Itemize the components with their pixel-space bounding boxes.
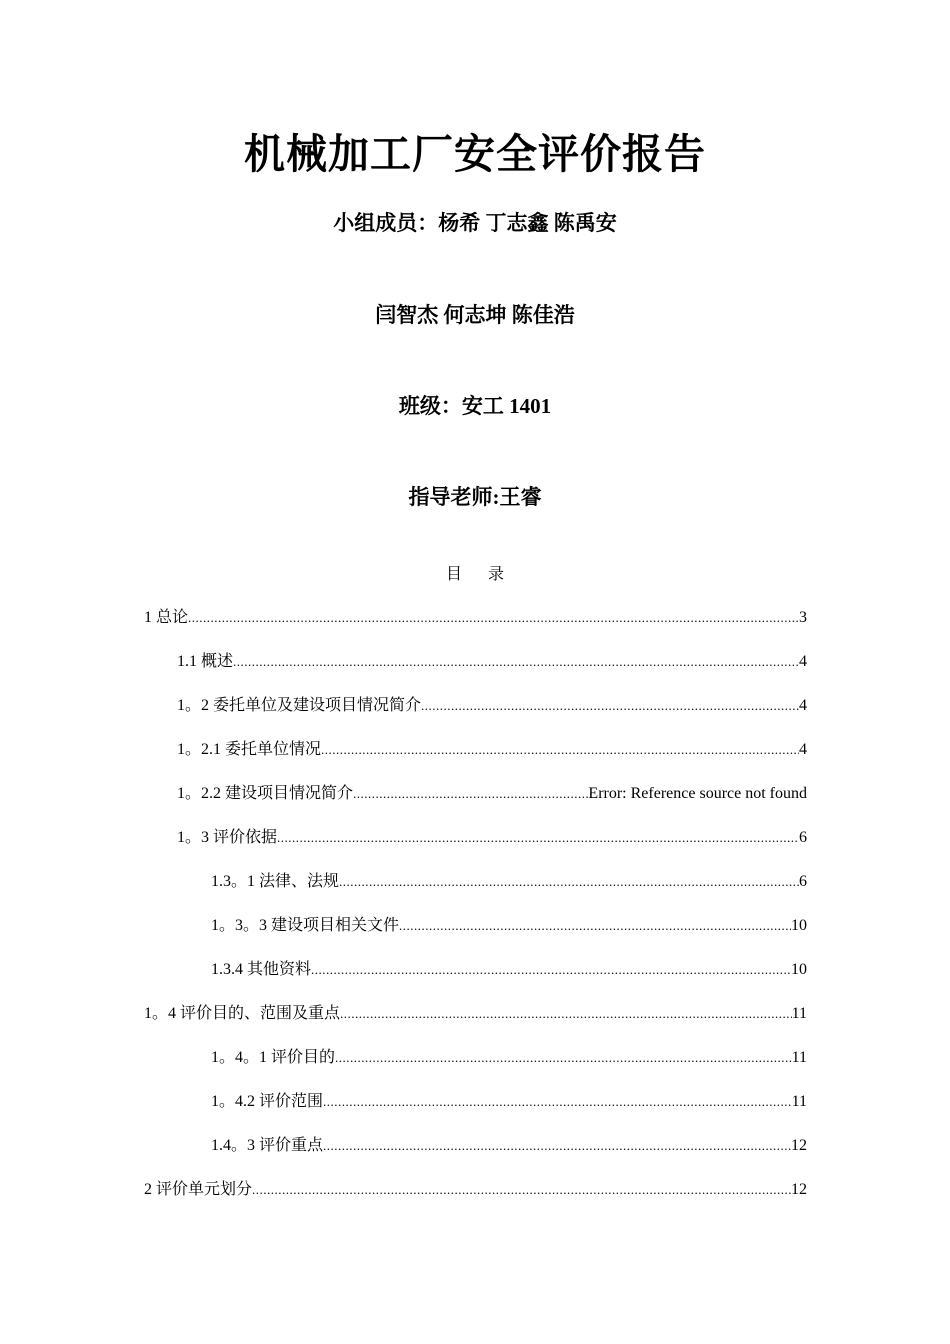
toc-entry-label: 1.4。3 评价重点 xyxy=(211,1137,324,1154)
toc-dot-leader xyxy=(421,697,799,715)
toc-dot-leader xyxy=(340,1005,792,1023)
toc-entry[interactable] xyxy=(211,1047,807,1069)
members-line-2: 闫智杰 何志坤 陈佳浩 xyxy=(375,303,575,327)
toc-entry-page: 12 xyxy=(791,1137,807,1154)
toc-entry-page: 4 xyxy=(799,697,807,714)
toc-entry-label: 1。2 委托单位及建设项目情况简介 xyxy=(177,697,422,714)
toc-entry[interactable] xyxy=(177,783,807,805)
toc-entry-label: 2 评价单元划分 xyxy=(144,1181,253,1198)
toc-entry-label: 1。2.2 建设项目情况简介 xyxy=(177,785,354,802)
toc-entry-label: 1。3。3 建设项目相关文件 xyxy=(211,917,400,934)
toc-dot-leader xyxy=(335,1049,792,1067)
toc-entry-label: 1.1 概述 xyxy=(177,653,234,670)
toc-entry-page: 11 xyxy=(791,1049,807,1066)
toc-dot-leader xyxy=(323,1093,792,1111)
advisor-line: 指导老师:王睿 xyxy=(408,485,542,509)
toc-dot-leader xyxy=(353,785,588,803)
toc-entry[interactable] xyxy=(211,1091,807,1113)
report-title: 机械加工厂安全评价报告 xyxy=(244,131,706,177)
toc-entry-page: 4 xyxy=(799,741,807,758)
toc-entry[interactable] xyxy=(211,959,807,981)
toc-entry-label: 1.3.4 其他资料 xyxy=(211,961,312,978)
toc-entry[interactable] xyxy=(211,871,807,893)
toc-entry[interactable] xyxy=(144,1179,807,1201)
members-line-1: 小组成员：杨希 丁志鑫 陈禹安 xyxy=(333,211,617,235)
toc-entry-label: 1.3。1 法律、法规 xyxy=(211,873,340,890)
toc-entry-page: 10 xyxy=(791,917,807,934)
toc-entry-page: 6 xyxy=(799,829,807,846)
toc-entry-page: Error: Reference source not found xyxy=(588,785,807,802)
toc-entry-label: 1。4 评价目的、范围及重点 xyxy=(144,1005,341,1022)
toc-dot-leader xyxy=(321,741,799,759)
toc-entry-label: 1。3 评价依据 xyxy=(177,829,278,846)
toc-entry-label: 1。4.2 评价范围 xyxy=(211,1093,324,1110)
toc-heading-part-2: 录 xyxy=(488,566,505,583)
toc-heading-part-1: 目 xyxy=(445,566,462,583)
toc-entry-page: 6 xyxy=(799,873,807,890)
toc-entry[interactable] xyxy=(211,1135,807,1157)
toc-dot-leader xyxy=(252,1181,791,1199)
toc-entry-label: 1 总论 xyxy=(144,609,189,626)
toc-entry[interactable] xyxy=(144,607,807,629)
toc-entry-label: 1。4。1 评价目的 xyxy=(211,1049,336,1066)
toc-dot-leader xyxy=(277,829,799,847)
toc-entry[interactable] xyxy=(177,827,807,849)
toc-entry[interactable] xyxy=(177,739,807,761)
toc-dot-leader xyxy=(311,961,791,979)
toc-entry-page: 11 xyxy=(791,1005,807,1022)
toc-entry[interactable] xyxy=(177,695,807,717)
toc-dot-leader xyxy=(188,609,799,627)
toc-entry[interactable] xyxy=(144,1003,807,1025)
toc-dot-leader xyxy=(233,653,799,671)
toc-entry-page: 3 xyxy=(799,609,807,626)
toc-entry[interactable] xyxy=(177,651,807,673)
toc-entry-page: 11 xyxy=(791,1093,807,1110)
toc-entry-page: 10 xyxy=(791,961,807,978)
toc-dot-leader xyxy=(399,917,791,935)
toc-heading xyxy=(0,564,950,586)
toc-dot-leader xyxy=(323,1137,791,1155)
toc-entry-page: 12 xyxy=(791,1181,807,1198)
toc-dot-leader xyxy=(339,873,799,891)
class-line: 班级：安工 1401 xyxy=(398,394,552,418)
toc-entry-label: 1。2.1 委托单位情况 xyxy=(177,741,322,758)
toc-entry-page: 4 xyxy=(799,653,807,670)
toc-entry[interactable] xyxy=(211,915,807,937)
